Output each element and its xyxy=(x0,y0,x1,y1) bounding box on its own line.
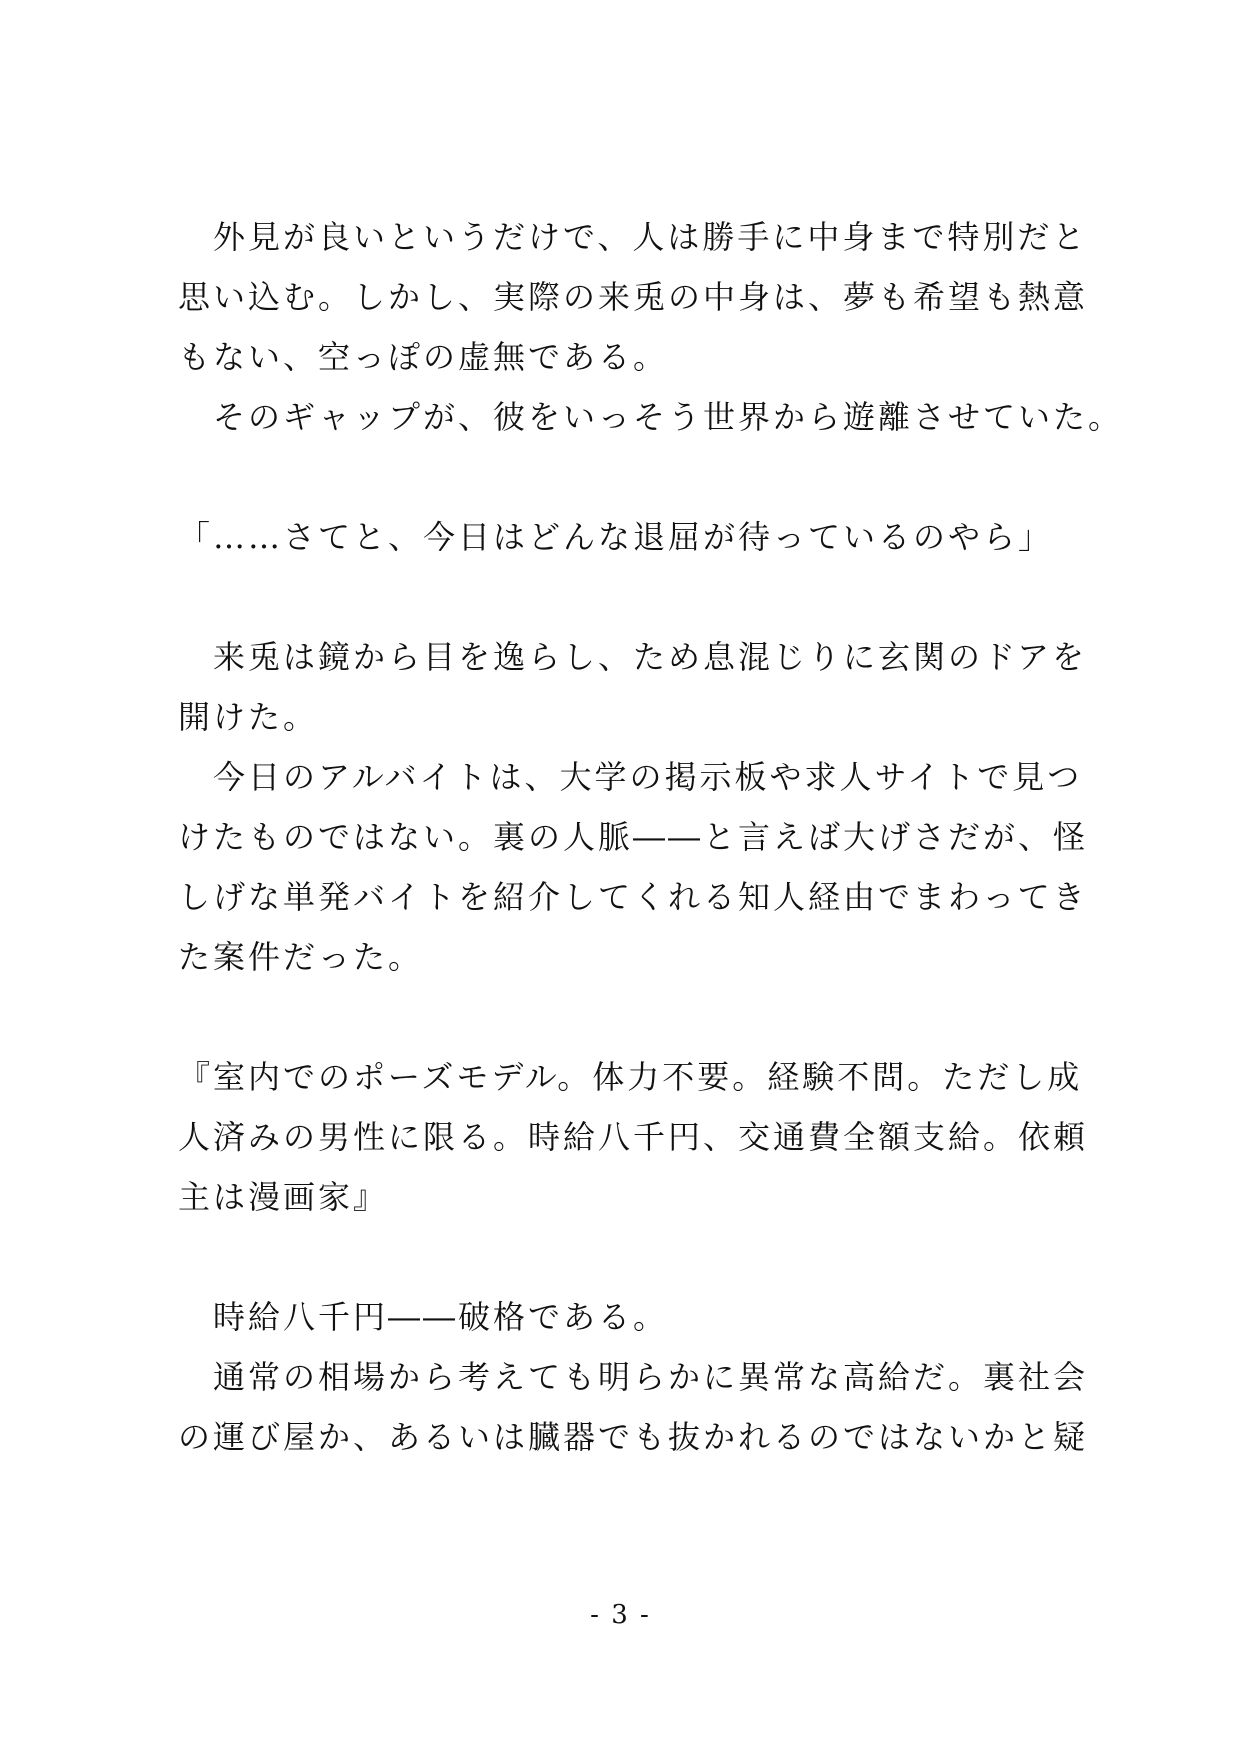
blank-line xyxy=(178,567,1078,627)
text-line: 来兎は鏡から目を逸らし、ため息混じりに玄関のドアを xyxy=(178,638,1088,676)
text-line: そのギャップが、彼をいっそう世界から遊離させていた。 xyxy=(178,398,1124,436)
text-line: の運び屋か、あるいは臓器でも抜かれるのではないかと疑 xyxy=(178,1418,1089,1456)
text-line: けたものではない。裏の人脈――と言えば大げさだが、怪 xyxy=(178,818,1089,856)
text-line: 『室内でのポーズモデル。体力不要。経験不問。ただし成 xyxy=(178,1058,1083,1096)
text-line: 外見が良いというだけで、人は勝手に中身まで特別だと xyxy=(178,218,1088,256)
text-line: 通常の相場から考えても明らかに異常な高給だ。裏社会 xyxy=(178,1358,1089,1396)
text-line: 時給八千円――破格である。 xyxy=(178,1298,669,1336)
text-line: 主は漫画家』 xyxy=(178,1178,389,1216)
blank-line xyxy=(178,1227,1078,1287)
text-line: 開けた。 xyxy=(178,698,319,736)
blank-line xyxy=(178,987,1078,1047)
text-line: 思い込む。しかし、実際の来兎の中身は、夢も希望も熱意 xyxy=(178,278,1089,316)
text-line: 「……さてと、今日はどんな退屈が待っているのやら」 xyxy=(178,518,1054,556)
page-number: - 3 - xyxy=(590,1600,651,1630)
text-line: た案件だった。 xyxy=(178,938,424,976)
text-line: しげな単発バイトを紹介してくれる知人経由でまわってき xyxy=(178,878,1088,916)
text-line: 人済みの男性に限る。時給八千円、交通費全額支給。依頼 xyxy=(178,1118,1089,1156)
body-text xyxy=(178,207,1124,1467)
blank-line xyxy=(178,447,1078,507)
text-line: もない、空っぽの虚無である。 xyxy=(178,338,669,376)
text-line: 今日のアルバイトは、大学の掲示板や求人サイトで見つ xyxy=(178,758,1083,796)
